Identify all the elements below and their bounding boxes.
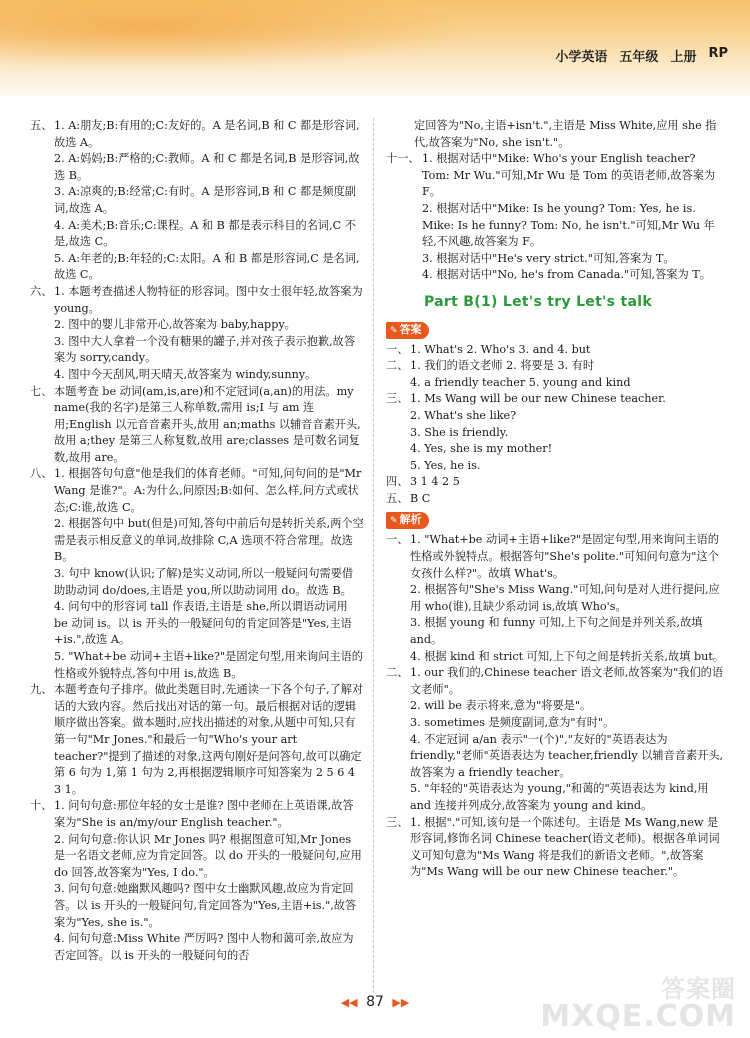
section-number: 三、 bbox=[386, 815, 409, 829]
section-number: 一、 bbox=[386, 533, 409, 547]
analysis-badge: ✎ 解析 bbox=[386, 512, 429, 529]
list-item: 3. 根据对话中"He's very strict."可知,答案为 T。 bbox=[422, 251, 675, 265]
answer-section bbox=[30, 798, 364, 964]
section-text: 3 1 4 2 5 bbox=[410, 475, 460, 489]
list-item: 4. 根据 kind 和 strict 可知,上下句之间是转折关系,故填 but。 bbox=[410, 649, 725, 663]
answer-section bbox=[30, 284, 364, 384]
section-number: 一、 bbox=[386, 342, 409, 356]
list-item: 4. 不定冠词 a/an 表示"一(个)","友好的"英语表达为 friendly,"老师"英语表达为 teacher,friendly 以辅音音素开头,故答案为 a friendly teacher。 bbox=[410, 732, 724, 779]
section-text: 1. our 我们的,Chinese teacher 语文老师,故答案为"我们的语文老师"。 bbox=[410, 666, 724, 696]
part-title: Part B(1) Let's try Let's talk bbox=[424, 293, 652, 310]
list-item: 4. a friendly teacher 5. young and kind bbox=[410, 375, 631, 389]
list-item: 3. 问句句意:她幽默风趣吗? 图中女士幽默风趣,故应为肯定回答。以 is 开头的一般疑问句,肯定回答为"Yes,主语+is.",故答案为"Yes, she is."。 bbox=[54, 882, 357, 929]
answer-section bbox=[386, 665, 726, 814]
section-number: 三、 bbox=[386, 392, 409, 406]
section-text: 1. 根据"."可知,该句是一个陈述句。主语是 Ms Wang,new 是形容词,修饰名词 Chinese teacher(语文老师)。根据各单词词义可知句意为"Ms Wang 将是我们的新语文老师。",故答案为"Ms Wang will be our new Chinese teacher."。 bbox=[410, 815, 720, 879]
list-item: 5. A:年老的;B:年轻的;C:太阳。A 和 B 都是形容词,C 是名词,故选 C。 bbox=[54, 251, 360, 282]
answer-badge: ✎ 答案 bbox=[386, 322, 429, 339]
list-item: 2. will be 表示将来,意为"将要是"。 bbox=[410, 699, 592, 713]
list-item: 4. 问句句意:Miss White 严厉吗? 图中人物和蔼可亲,故应为否定回答。以 is 开头的一般疑问句的否 bbox=[54, 932, 354, 962]
section-text: 1. Ms Wang will be our new Chinese teacher. bbox=[410, 392, 666, 406]
section-text: 1. What's 2. Who's 3. and 4. but bbox=[410, 342, 591, 356]
list-item: 5. Yes, he is. bbox=[410, 458, 481, 472]
list-item: 3. sometimes 是频度副词,意为"有时"。 bbox=[410, 716, 615, 729]
section-text: 1. 根据答句句意"他是我们的体育老师。"可知,问句问的是"Mr Wang 是谁?"。A:为什么,问原因;B:如何、怎么样,问方式或状态;C:谁,故选 C。 bbox=[54, 467, 362, 514]
subject-label: 小学英语 bbox=[555, 50, 608, 65]
answer-section bbox=[386, 815, 726, 881]
pencil-icon: ✎ bbox=[390, 516, 398, 527]
list-item: 2. A:妈妈;B:严格的;C:教师。A 和 C 都是名词,B 是形容词,故选 B。 bbox=[54, 152, 360, 182]
list-item: 3. A:凉爽的;B:经常;C:有时。A 是形容词,B 和 C 都是频度副词,故选 A。 bbox=[54, 185, 356, 215]
section-text: 1. 我们的语文老师 2. 将要是 3. 有时 bbox=[410, 359, 595, 373]
section-number: 七、 bbox=[30, 384, 53, 398]
list-item: 2. 根据答句中 but(但是)可知,答句中前后句是转折关系,两个空需是表示相反意义的单词,故排除 C,A 选项不符合常理。故选 B。 bbox=[54, 517, 364, 564]
section-number: 六、 bbox=[30, 284, 53, 298]
answer-section bbox=[386, 491, 726, 508]
answer-section bbox=[30, 466, 364, 682]
list-item: 2. 图中的婴儿非常开心,故答案为 baby,happy。 bbox=[54, 318, 296, 332]
list-item: 5. "What+be 动词+主语+like?"是固定句型,用来询问主语的性格或外貌特点,答句中用 is,故选 B。 bbox=[54, 650, 363, 680]
section-number: 五、 bbox=[30, 119, 53, 132]
section-number: 九、 bbox=[30, 683, 53, 697]
list-item: 3. 句中 know(认识;了解)是实义动词,所以一般疑问句需要借助助动词 do/does,主语是 you,所以助动词用 do。故选 B。 bbox=[54, 567, 354, 597]
analysis-section bbox=[386, 532, 726, 880]
section-number: 十、 bbox=[30, 799, 53, 813]
answer-section bbox=[386, 151, 726, 284]
section-text: 本题考查句子排序。做此类题目时,先通读一下各个句子,了解对话的大致内容。然后找出对话的第一句。最后根据对话的逻辑顺序做出答案。做本题时,应找出描述的对象,从题中可知,只有第一句"Mr Jones."和最后一句"Who's your art teacher?"提到了描述的对象,这两句刚好是问答句,故可以确定第 6 句为 1,第 1 句为 2,再根据逻辑顺序可知答案为 2 5 6 4 3 1。 bbox=[54, 683, 364, 796]
continuation-text: 定回答为"No,主语+isn't.",主语是 Miss White,应用 she 指代,故答案为"No, she isn't."。 bbox=[414, 119, 717, 149]
list-item: 4. A:美术;B:音乐;C:课程。A 和 B 都是表示科目的名词,C 不是,故选 C。 bbox=[54, 218, 356, 249]
section-number: 二、 bbox=[386, 666, 409, 680]
list-item: 4. Yes, she is my mother! bbox=[410, 442, 553, 456]
prev-arrows-icon: ◀◀ bbox=[340, 996, 358, 1009]
answer-section bbox=[386, 474, 726, 491]
list-item: 2. 问句句意:你认识 Mr Jones 吗? 根据图意可知,Mr Jones 是一名语文老师,应为肯定回答。以 do 开头的一般疑问句,应用 do 回答,故答案为"Yes, I do."。 bbox=[54, 832, 362, 879]
answer-section bbox=[386, 532, 726, 665]
right-column bbox=[386, 118, 726, 881]
answers-section bbox=[386, 342, 726, 508]
list-item: 3. 根据 young 和 funny 可知,上下句之间是并列关系,故填 and。 bbox=[410, 616, 703, 647]
list-item: 4. 图中今天刮风,明天晴天,故答案为 windy,sunny。 bbox=[54, 367, 317, 381]
section-text: 1. 根据对话中"Mike: Who's your English teacher? Tom: Mr Wu."可知,Mr Wu 是 Tom 的英语老师,故答案为 F。 bbox=[422, 152, 716, 199]
watermark-top: 答案圈 bbox=[661, 975, 736, 1003]
pencil-icon: ✎ bbox=[390, 325, 398, 336]
section-text: 1. 本题考查描述人物特征的形容词。图中女士很年轻,故答案为 young。 bbox=[54, 284, 363, 315]
answer-section bbox=[30, 118, 364, 284]
grade-label: 五年级 bbox=[619, 50, 659, 65]
section-number: 四、 bbox=[386, 475, 409, 489]
answer-section bbox=[386, 342, 726, 359]
section-11 bbox=[386, 151, 726, 284]
list-item: 2. 根据答句"She's Miss Wang."可知,问句是对人进行提问,应用 who(谁),且缺少系动词 is,故填 Who's。 bbox=[410, 583, 720, 613]
section-number: 八、 bbox=[30, 467, 53, 481]
list-item: 3. She is friendly. bbox=[410, 425, 509, 439]
edition-label: RP bbox=[708, 46, 728, 61]
volume-label: 上册 bbox=[670, 50, 697, 65]
answer-section bbox=[30, 682, 364, 798]
answer-section bbox=[386, 391, 726, 474]
section-text: 本题考查 be 动词(am,is,are)和不定冠词(a,an)的用法。my name(我的名字)是第三人称单数,需用 is;I 与 am 连用;English 以元音音素开头,故用 an;maths 以辅音音素开头,故用 a;they 是第三人称复数,故用 are;classes 是可数名词复数,故用 are。 bbox=[54, 384, 361, 464]
column-divider bbox=[373, 118, 374, 998]
section-number: 二、 bbox=[386, 359, 409, 373]
section-text: 1. 问句句意:那位年轻的女士是谁? 图中老师在上英语课,故答案为"She is an/my/our English teacher."。 bbox=[54, 799, 354, 829]
list-item: 3. 图中大人拿着一个没有糖果的罐子,并对孩子表示抱歉,故答案为 sorry,candy。 bbox=[54, 334, 356, 365]
book-info bbox=[555, 46, 728, 65]
answer-section bbox=[386, 358, 726, 391]
list-item: 2. 根据对话中"Mike: Is he young? Tom: Yes, he is. Mike: Is he funny? Tom: No, he isn't."可知,Mr Wu 年轻,不风趣,故答案为 F。 bbox=[422, 201, 715, 249]
list-item: 2. What's she like? bbox=[410, 408, 517, 422]
watermark-bottom: MXQE.COM bbox=[540, 999, 736, 1034]
page-number: 87 bbox=[366, 994, 384, 1010]
item-text: 1. A:朋友;B:有用的;C:友好的。A 是名词,B 和 C 都是形容词,故选 A。 bbox=[54, 119, 360, 149]
section-number: 五、 bbox=[386, 491, 409, 505]
section-text: B C bbox=[410, 491, 431, 505]
left-column bbox=[30, 118, 364, 964]
list-item: 4. 根据对话中"No, he's from Canada."可知,答案为 T。 bbox=[422, 268, 711, 282]
section-text: 1. "What+be 动词+主语+like?"是固定句型,用来询问主语的性格或外貌特点。根据答句"She's polite."可知问句意为"这个女孩什么样?"。故填 What's。 bbox=[410, 533, 719, 580]
section-number: 十一、 bbox=[386, 152, 420, 166]
answer-section bbox=[30, 384, 364, 467]
next-arrows-icon: ▶▶ bbox=[392, 996, 410, 1009]
list-item: 5. "年轻的"英语表达为 young,"和蔼的"英语表达为 kind,用 and 连接并列成分,故答案为 young and kind。 bbox=[410, 782, 709, 812]
list-item: 4. 问句中的形容词 tall 作表语,主语是 she,所以谓语动词用 be 动词 is。以 is 开头的一般疑问句的肯定回答是"Yes,主语+is.",故选 A。 bbox=[54, 600, 352, 647]
